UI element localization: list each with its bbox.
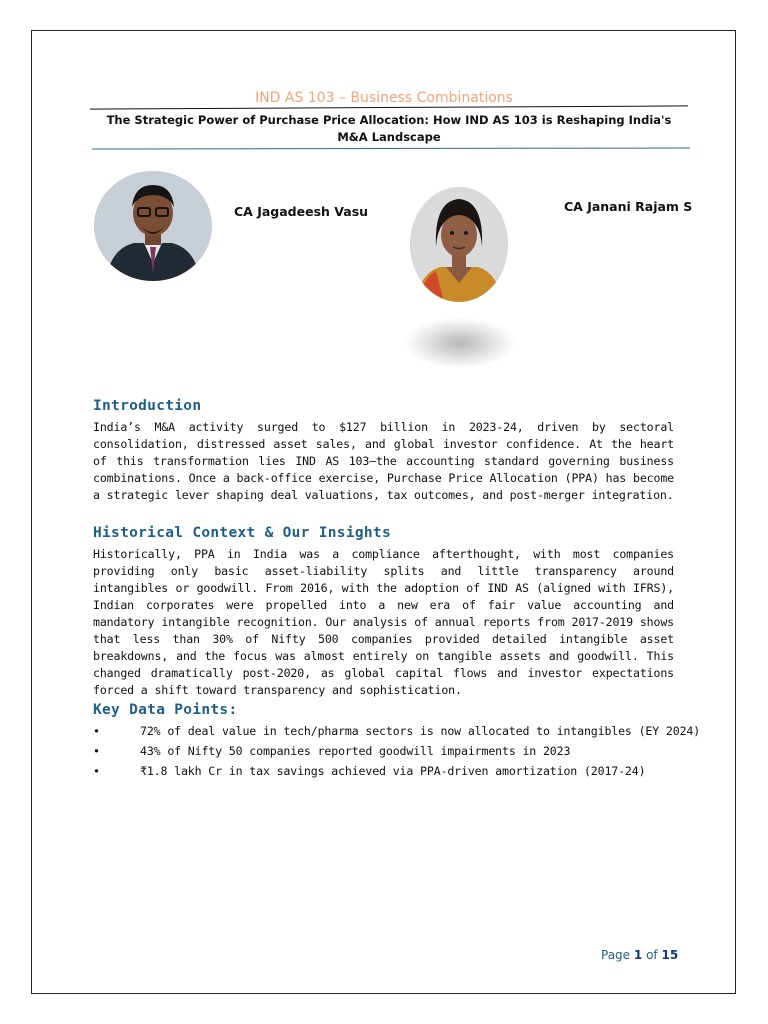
- list-item: [93, 723, 701, 743]
- article-subtitle: [90, 112, 688, 146]
- author-name-1: CA Jagadeesh Vasu: [234, 204, 369, 219]
- total-pages-number: 15: [661, 948, 679, 962]
- heading-introduction: Introduction: [93, 398, 202, 414]
- page-number-footer: [601, 948, 678, 962]
- person-portrait-icon: [94, 171, 212, 281]
- of-word: of: [646, 948, 658, 962]
- paragraph-historical-context: Historically, PPA in India was a compliance afterthought, with most companies providing only basic asset-liability splits and little transparency around intangibles or goodwill. From 2016, with the adoption of IND AS (aligned with IFRS), Indian corporates were propelled into a new era of fair value accounting and mandatory intangible recognition. Our analysis of annual reports from 2017-2019 shows that less than 30% of Nifty 500 companies provided detailed intangible asset breakdowns, and the focus was almost entirely on tangible assets and goodwill. This changed dramatically post-2020, as global capital flows and investor expectations forced a shift toward transparency and sophistication.: [93, 547, 674, 697]
- subtitle-line-2: M&A Landscape: [337, 130, 441, 144]
- list-item-text: 43% of Nifty 50 companies reported goodwill impairments in 2023: [140, 744, 571, 758]
- heading-key-data-points: Key Data Points:: [93, 702, 238, 718]
- photo-drop-shadow: [405, 318, 515, 368]
- person-portrait-icon: [410, 187, 508, 302]
- key-data-list: [93, 723, 701, 783]
- bullet-icon: •: [93, 744, 100, 758]
- bullet-icon: •: [93, 724, 100, 738]
- author-name-2: CA Janani Rajam S: [564, 199, 693, 214]
- list-item-text: 72% of deal value in tech/pharma sectors is now allocated to intangibles (EY 2024): [140, 724, 701, 738]
- current-page-number: 1: [633, 948, 643, 962]
- heading-historical-context: Historical Context & Our Insights: [93, 525, 391, 541]
- paragraph-introduction: India’s M&A activity surged to $127 billion in 2023-24, driven by sectoral consolidation, distressed asset sales, and global investor confidence. At the heart of this transformation lies IND AS 103—the accounting standard governing business combinations. Once a back-office exercise, Purchase Price Allocation (PPA) has become a strategic lever shaping deal valuations, tax outcomes, and post-merger integration.: [93, 420, 674, 502]
- list-item-text: ₹1.8 lakh Cr in tax savings achieved via PPA-driven amortization (2017-24): [140, 764, 646, 778]
- author-photo-jagadeesh: [94, 171, 212, 281]
- author-photo-janani: [410, 187, 508, 302]
- subtitle-line-1: The Strategic Power of Purchase Price Allocation: How IND AS 103 is Reshaping India's: [106, 113, 672, 127]
- page-word: Page: [601, 948, 631, 962]
- list-item: [93, 763, 693, 783]
- document-header-title: IND AS 103 – Business Combinations: [255, 90, 513, 106]
- list-item: [93, 743, 693, 763]
- bullet-icon: •: [93, 764, 100, 778]
